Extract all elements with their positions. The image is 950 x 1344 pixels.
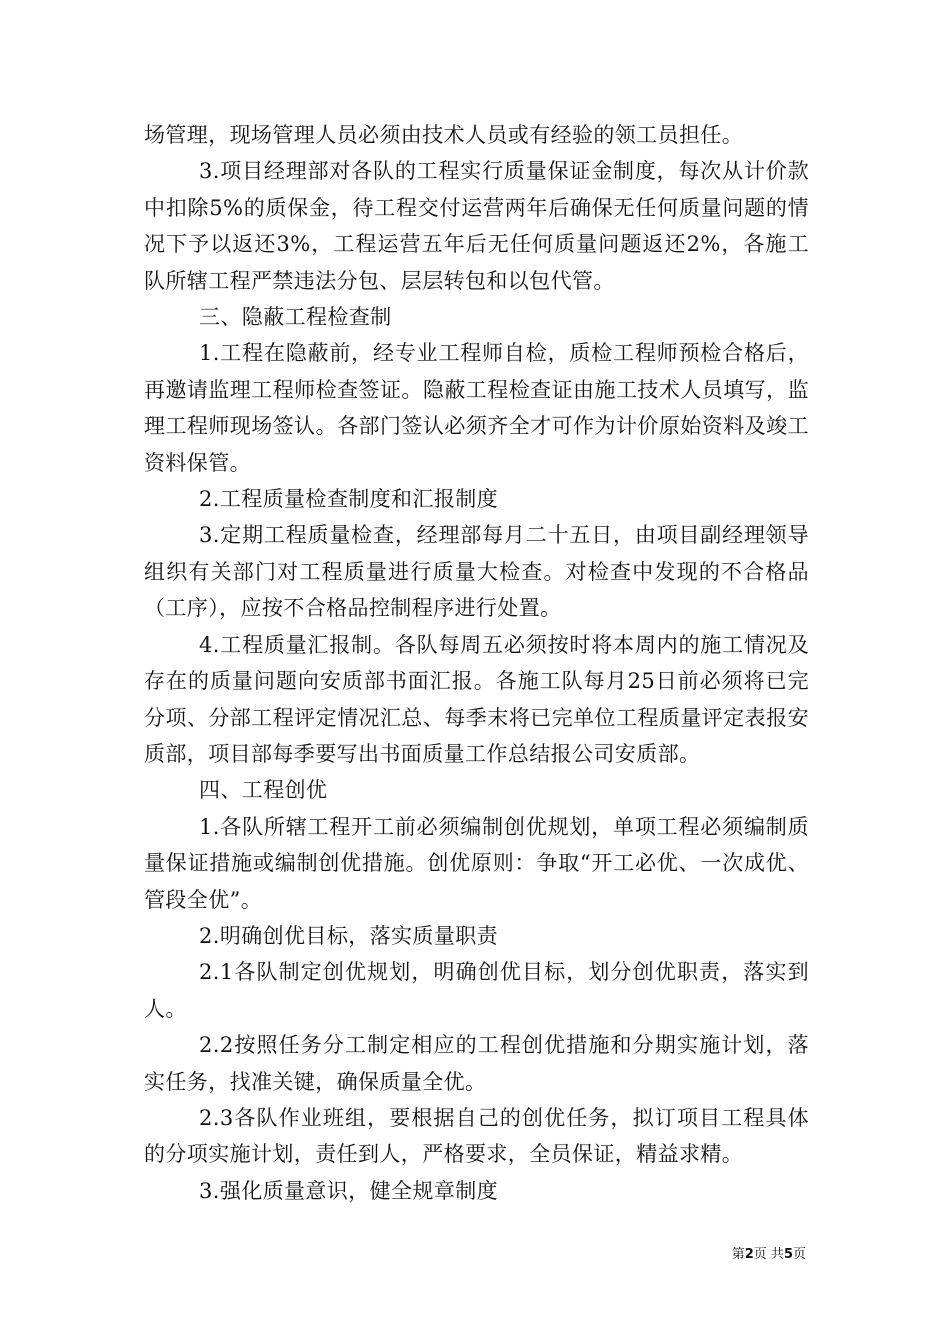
footer-suffix: 页 [792, 1247, 806, 1262]
section-heading: 三、隐蔽工程检查制 [199, 305, 392, 330]
paragraph: 场管理，现场管理人员必须由技术人员或有经验的领工员担任。 [144, 123, 744, 147]
footer-prefix: 第 [731, 1247, 745, 1262]
document-body [144, 117, 809, 1209]
subheading: 3.强化质量意识，健全规章制度 [199, 1178, 499, 1203]
paragraph: 3.定期工程质量检查，经理部每月二十五日，由项目副经理领导组织有关部门对工程质量进行质量大检查。对检查中发现的不合格品（工序），应按不合格品控制程序进行处置。 [144, 523, 809, 621]
paragraph: 4.工程质量汇报制。各队每周五必须按时将本周内的施工情况及存在的质量问题向安质部书面汇报。各施工队每月25日前必须将已完分项、分部工程评定情况汇总、每季末将已完单位工程质量评定表报安质部，项目部每季要写出书面质量工作总结报公司安质部。 [144, 632, 809, 766]
page-number-footer [732, 1247, 806, 1263]
paragraph: 2.2按照任务分工制定相应的工程创优措施和分期实施计划，落实任务，找准关键，确保质量全优。 [144, 1033, 809, 1094]
subheading: 2.明确创优目标，落实质量职责 [199, 923, 499, 948]
current-page-number: 2 [744, 1247, 754, 1262]
paragraph: 2.1各队制定创优规划，明确创优目标，划分创优职责，落实到人。 [144, 960, 809, 1021]
paragraph: 1.工程在隐蔽前，经专业工程师自检，质检工程师预检合格后，再邀请监理工程师检查签证。隐蔽工程检查证由施工技术人员填写，监理工程师现场签认。各部门签认必须齐全才可作为计价原始资料及竣工资料保管。 [144, 341, 809, 475]
paragraph: 3.项目经理部对各队的工程实行质量保证金制度，每次从计价款中扣除5%的质保金，待工程交付运营两年后确保无任何质量问题的情况下予以返还3%，工程运营五年后无任何质量问题返还2%，各施工队所辖工程严禁违法分包、层层转包和以包代管。 [144, 159, 809, 293]
paragraph: 1.各队所辖工程开工前必须编制创优规划，单项工程必须编制质量保证措施或编制创优措施。创优原则：争取“开工必优、一次成优、管段全优”。 [144, 814, 809, 912]
total-pages-number: 5 [783, 1247, 793, 1262]
subheading: 2.工程质量检查制度和汇报制度 [199, 487, 499, 512]
section-heading: 四、工程创优 [199, 778, 328, 803]
paragraph: 2.3各队作业班组，要根据自己的创优任务，拟订项目工程具体的分项实施计划，责任到人，严格要求，全员保证，精益求精。 [144, 1105, 809, 1167]
footer-middle: 页 共 [753, 1247, 784, 1262]
